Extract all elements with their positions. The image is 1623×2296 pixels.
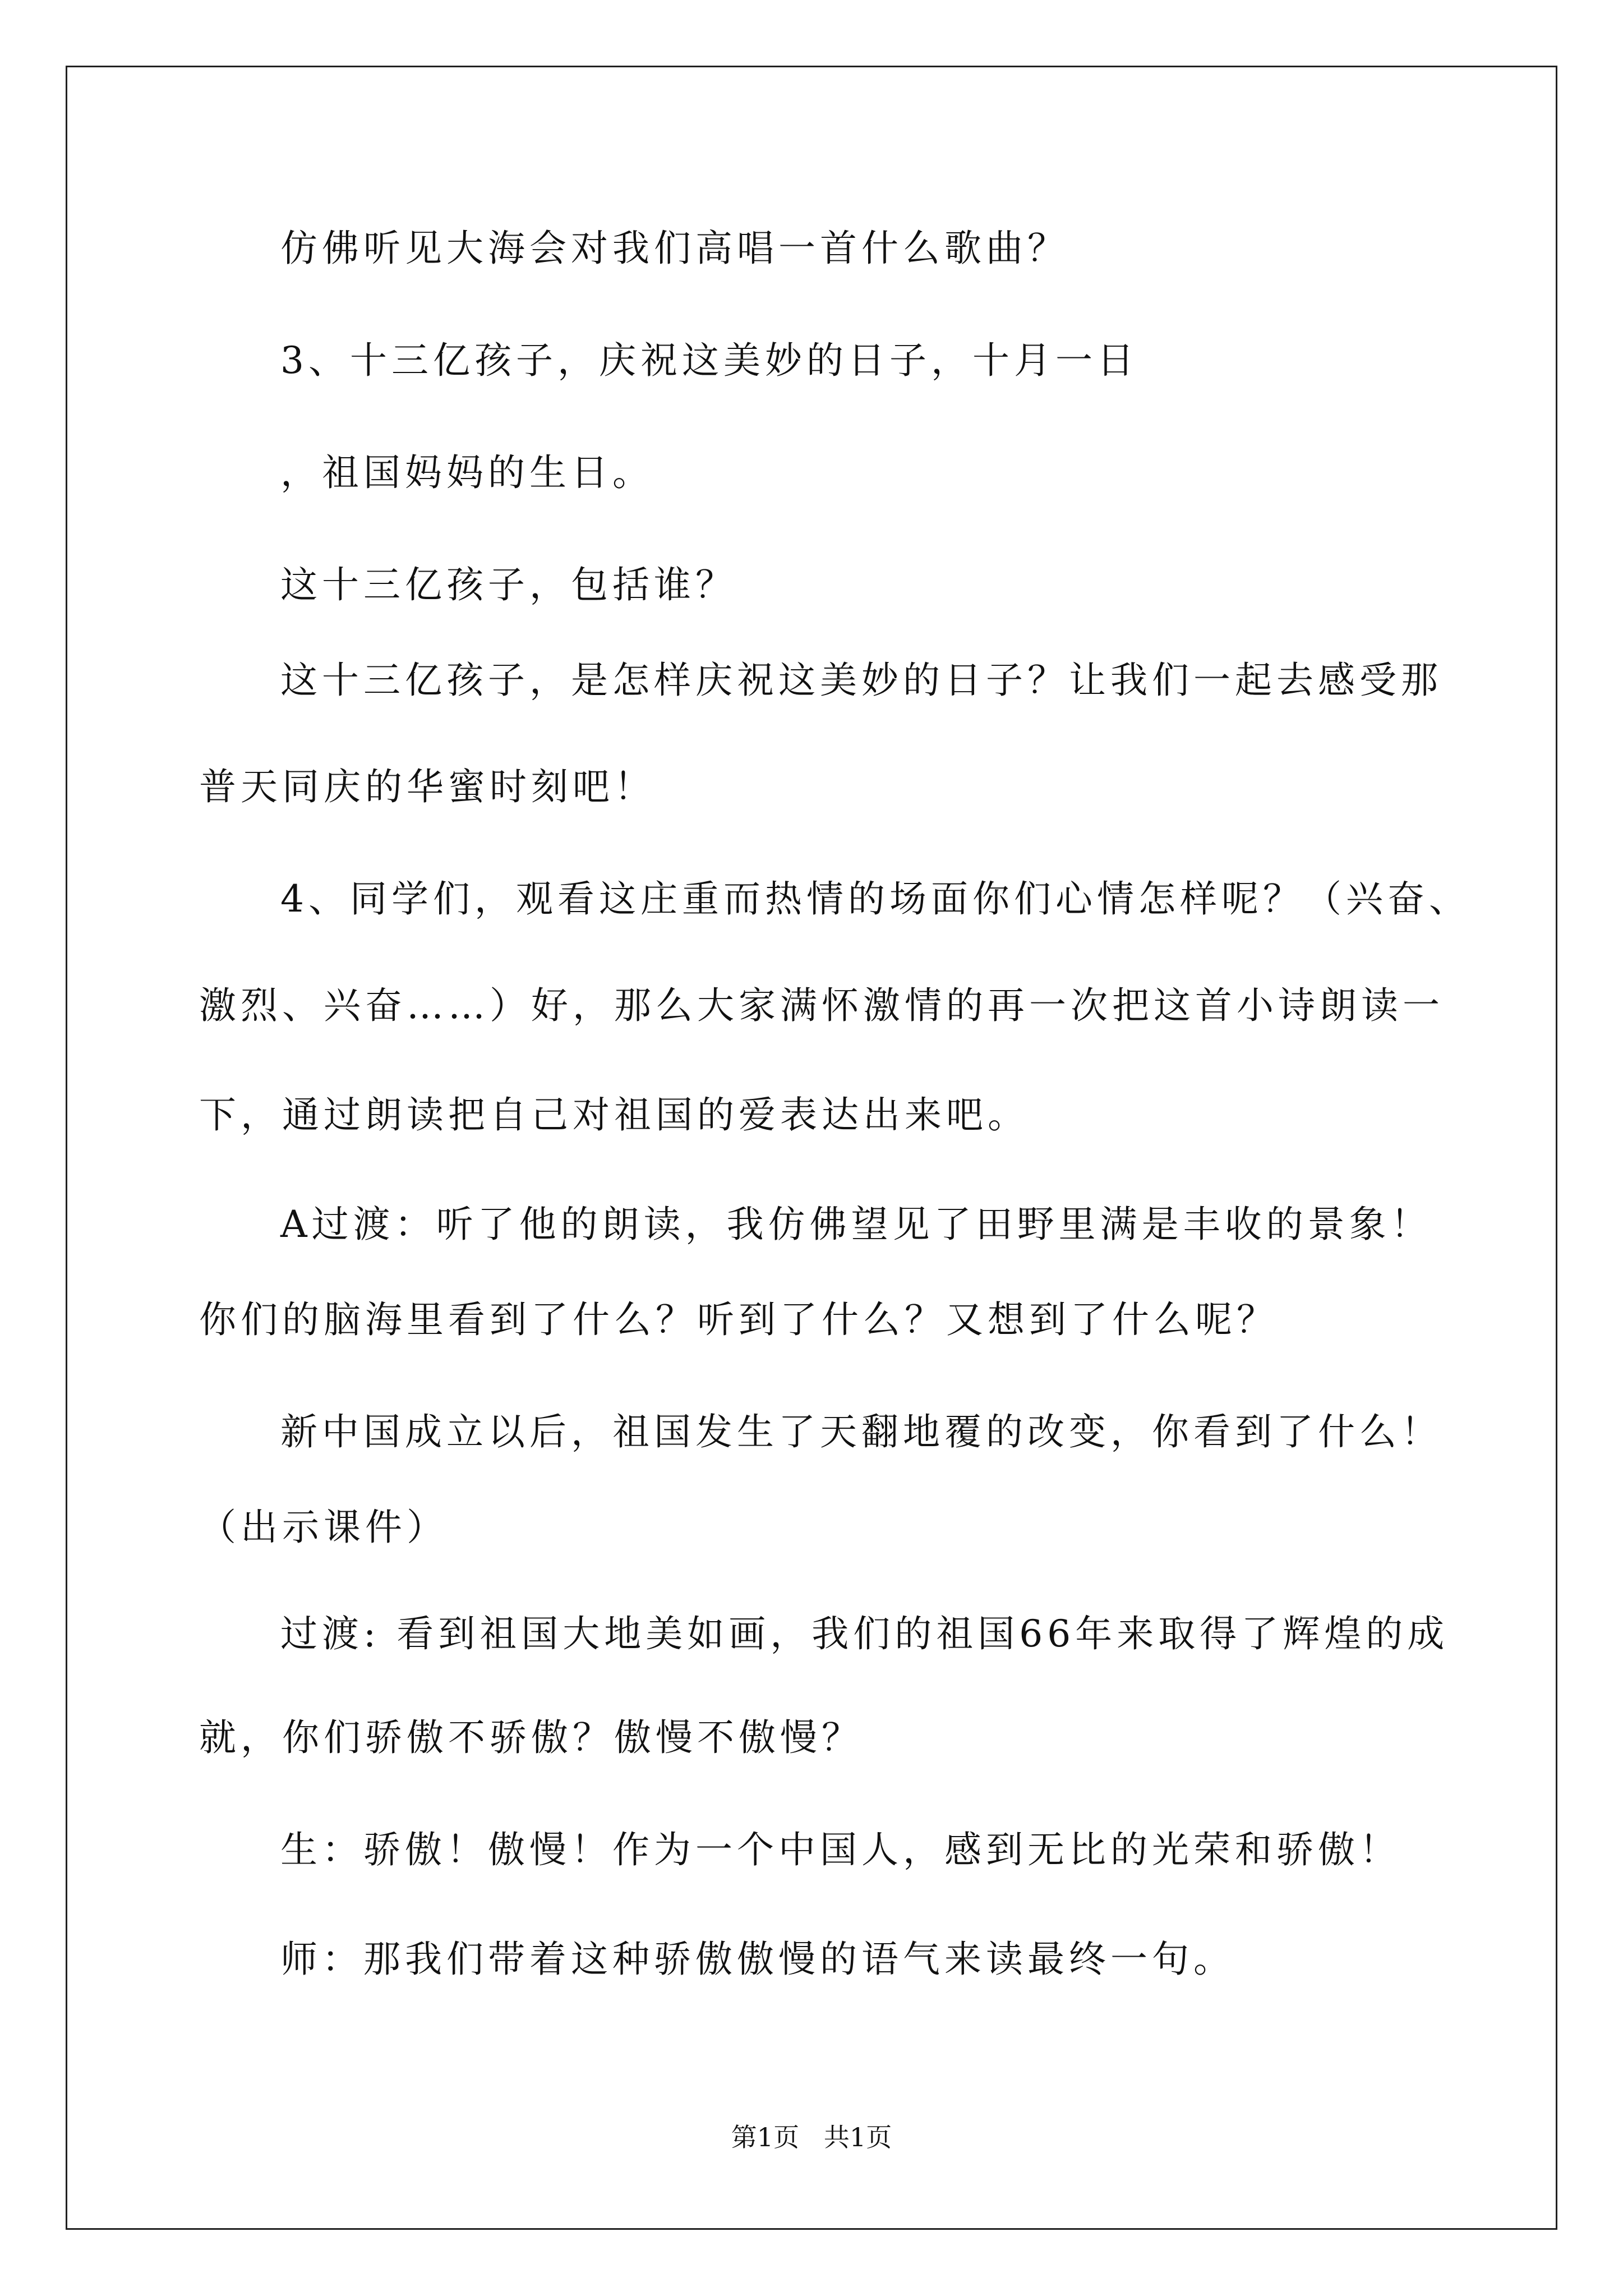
text-line: 生：骄傲！傲慢！作为一个中国人，感到无比的光荣和骄傲！	[280, 1828, 1401, 1871]
text-line: 过渡: 看到祖国大地美如画，我们的祖国66年来取得了辉煌的成	[280, 1612, 1449, 1655]
text-line: 激烈、兴奋……）好，那么大家满怀激情的再一次把这首小诗朗读一	[199, 984, 1444, 1027]
text-line: 仿佛听见大海会对我们高唱一首什么歌曲？	[280, 227, 1069, 270]
text-line: 4、同学们，观看这庄重而热情的场面你们心情怎样呢？（兴奋、	[280, 877, 1470, 921]
text-line: 新中国成立以后，祖国发生了天翻地覆的改变，你看到了什么！	[280, 1410, 1442, 1453]
page-border	[66, 66, 1557, 2230]
text-line: 3、十三亿孩子，庆祝这美妙的日子，十月一日	[280, 339, 1138, 382]
text-line: A过渡：听了他的朗读，我仿佛望见了田野里满是丰收的景象！	[280, 1203, 1432, 1246]
text-line: 你们的脑海里看到了什么？听到了什么？又想到了什么呢？	[199, 1298, 1278, 1341]
page-footer: 第1页 共1页	[731, 2122, 892, 2152]
text-line: 下，通过朗读把自己对祖国的爱表达出来吧。	[199, 1093, 1029, 1137]
text-line: （出示课件）	[199, 1506, 448, 1549]
text-line: 这十三亿孩子，包括谁？	[280, 563, 737, 606]
text-line: 师：那我们带着这种骄傲傲慢的语气来读最终一句。	[280, 1938, 1235, 1981]
text-line: ，祖国妈妈的生日。	[280, 451, 654, 494]
text-line: 这十三亿孩子，是怎样庆祝这美妙的日子？让我们一起去感受那	[280, 659, 1442, 702]
text-line: 普天同庆的华蜜时刻吧！	[199, 765, 656, 808]
text-line: 就，你们骄傲不骄傲？傲慢不傲慢？	[199, 1716, 863, 1759]
